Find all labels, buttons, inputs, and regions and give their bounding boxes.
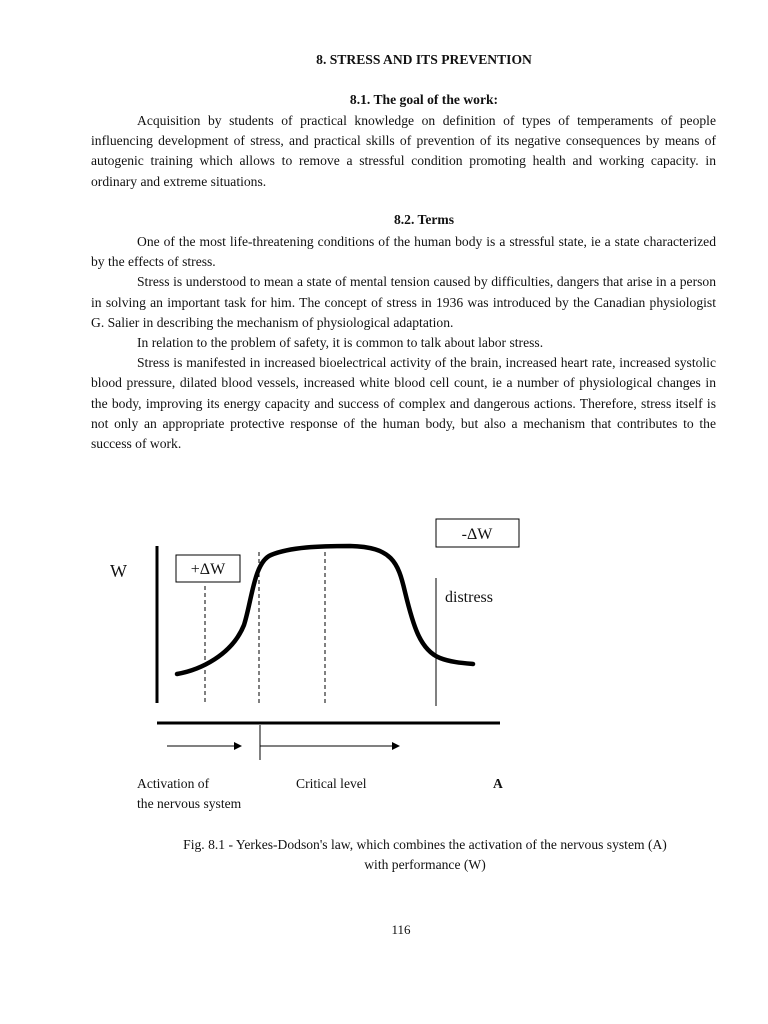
paragraph: Stress is understood to mean a state of mental tension caused by difficulties, dangers that arise in a person in solving an important task for him. The concept of stress in 1936 was introduced by the Canadian physiologist G. Salier in describing the mechanism of physiological adaptation. xyxy=(91,274,716,330)
x-label-critical: Critical level xyxy=(296,776,367,791)
critical-level-arrow-head xyxy=(392,742,400,750)
paragraph: Stress is manifested in increased bioelectrical activity of the brain, increased heart rate, increased systolic blood pressure, dilated blood vessels, increased white blood cell count, ie a number of physiological changes in the body, improving its energy capacity and success of complex and dangerous actions. Therefore, stress itself is not only an appropriate protective response of the human body, but also a mechanism that contributes to the success of work. xyxy=(91,355,716,452)
section-goal-heading: 8.1. The goal of the work: xyxy=(349,92,499,107)
x-label-a: A xyxy=(493,776,503,791)
minus-delta-w-label: -ΔW xyxy=(461,526,493,543)
chapter-title: 8. STRESS AND ITS PREVENTION xyxy=(316,52,532,67)
figure-caption-line2: with performance (W) xyxy=(364,857,486,873)
y-axis-label: W xyxy=(110,561,127,581)
page-number: 116 xyxy=(391,922,411,937)
paragraph: Acquisition by students of practical knowledge on definition of types of temperaments of people influencing development of stress, and practical skills of prevention of its negative consequences by means of autogenic training which allows to remove a stressful condition promoting health and working capacity. in ordinary and extreme situations. xyxy=(91,113,716,189)
x-label-activation-line1: Activation of xyxy=(137,776,210,791)
section-goal-body xyxy=(91,111,716,192)
x-label-activation xyxy=(137,774,241,814)
plus-delta-w-label: +ΔW xyxy=(190,561,226,578)
activation-arrow-head xyxy=(234,742,242,750)
figure-caption xyxy=(130,835,720,875)
paragraph: In relation to the problem of safety, it is common to talk about labor stress. xyxy=(137,335,544,351)
distress-label: distress xyxy=(445,589,493,606)
yerkes-dodson-figure xyxy=(0,500,768,780)
figure-caption-line1: Fig. 8.1 - Yerkes-Dodson's law, which combines the activation of the nervous system (A) xyxy=(183,837,667,852)
section-terms-body xyxy=(91,232,716,454)
section-terms-heading: 8.2. Terms xyxy=(393,212,455,227)
x-label-activation-line2: the nervous system xyxy=(137,796,242,811)
paragraph: One of the most life-threatening conditions of the human body is a stressful state, ie a state characterized by the effects of stress. xyxy=(91,234,716,270)
